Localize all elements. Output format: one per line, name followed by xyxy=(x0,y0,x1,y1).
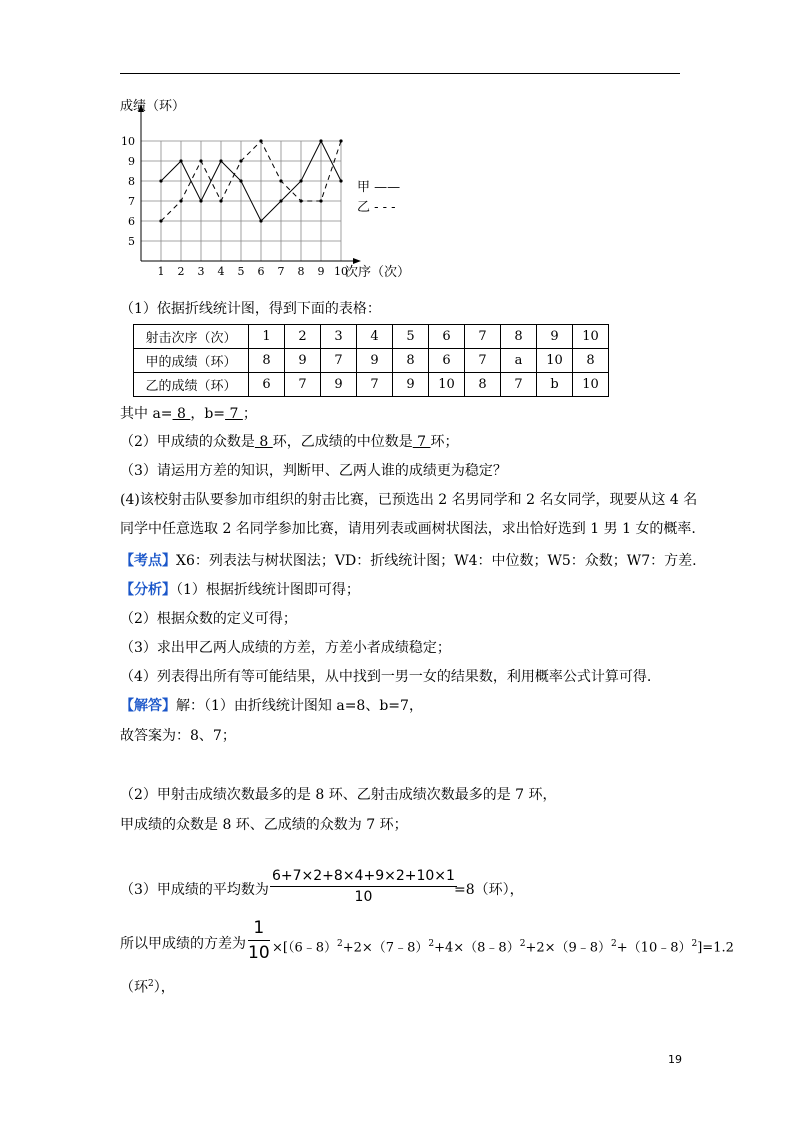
unit-close: ）， xyxy=(153,979,175,996)
answer-line-2-end: 环； xyxy=(430,434,459,450)
solution-3-prefix: （3）甲成绩的平均数为 xyxy=(120,882,269,898)
x-tick-label: 1 xyxy=(157,265,165,278)
variance-denominator: 10 xyxy=(248,943,270,963)
data-point xyxy=(279,199,282,202)
table-cell: 6 xyxy=(429,349,465,373)
y-axis-label: 成绩（环） xyxy=(120,99,186,114)
x-tick-label: 6 xyxy=(257,265,265,278)
question-1-intro: （1）依据折线统计图，得到下面的表格： xyxy=(120,301,381,317)
table-cell: 8 xyxy=(465,373,501,397)
unit-open: （环 xyxy=(120,979,148,996)
page-number: 19 xyxy=(668,1053,682,1066)
table-cell: 8 xyxy=(501,325,537,349)
y-tick-label: 9 xyxy=(128,155,135,168)
row-label: 乙的成绩（环） xyxy=(134,373,249,397)
table-cell: 2 xyxy=(285,325,321,349)
square-1: 2 xyxy=(337,939,343,949)
table-cell: 10 xyxy=(573,325,609,349)
jieda-1: 解：（1）由折线统计图知 a=8、b=7， xyxy=(176,698,423,714)
y-tick-label: 10 xyxy=(121,135,135,148)
data-point xyxy=(279,179,282,182)
table-cell: 3 xyxy=(321,325,357,349)
table-cell: 5 xyxy=(393,325,429,349)
table-cell: 1 xyxy=(249,325,285,349)
fenxi-1: （1）根据折线统计图即可得； xyxy=(176,582,360,598)
mean-fraction xyxy=(270,868,457,905)
question-4-line-2: 同学中任意选取 2 名同学参加比赛，请用列表或画树状图法，求出恰好选到 1 男 1 女的概率. xyxy=(120,521,696,537)
table-cell: 9 xyxy=(357,349,393,373)
variance-term-2: +2×（7﹣8） xyxy=(342,940,429,956)
table-cell: 6 xyxy=(249,373,285,397)
mean-denominator: 10 xyxy=(354,889,373,905)
kaodian-line xyxy=(120,552,697,570)
table-cell: 9 xyxy=(537,325,573,349)
x-tick-label: 2 xyxy=(177,265,185,278)
data-point xyxy=(259,139,262,142)
table-cell: 8 xyxy=(573,349,609,373)
data-point xyxy=(219,159,222,162)
table-cell: 6 xyxy=(429,325,465,349)
y-tick-label: 8 xyxy=(128,175,135,188)
table-row xyxy=(134,349,609,373)
answer-line-1 xyxy=(120,405,257,423)
x-axis-label: 次序（次） xyxy=(345,265,411,280)
legend-entry: 乙 - - - xyxy=(357,200,396,215)
table-cell: 9 xyxy=(393,373,429,397)
question-3: （3）请运用方差的知识，判断甲、乙两人谁的成绩更为稳定？ xyxy=(120,463,507,479)
fenxi-tag: 【分析】 xyxy=(120,582,176,598)
x-tick-label: 8 xyxy=(297,265,305,278)
fenxi-4: （4）列表得出所有等可能结果，从中找到一男一女的结果数，利用概率公式计算可得. xyxy=(120,669,652,685)
unit-square: 2 xyxy=(148,979,154,989)
solution-3-suffix: =8（环）， xyxy=(454,882,524,898)
table-cell: 7 xyxy=(465,325,501,349)
data-point xyxy=(319,199,322,202)
median-value: 7 xyxy=(412,434,431,450)
solution-2-line-1: （2）甲射击成绩次数最多的是 8 环、乙射击成绩次数最多的是 7 环， xyxy=(120,787,557,803)
jieda-line xyxy=(120,697,423,715)
table-cell: 8 xyxy=(393,349,429,373)
variance-numerator: 1 xyxy=(248,918,270,941)
mode-value: 8 xyxy=(254,434,273,450)
median-prefix: 环，乙成绩的中位数是 xyxy=(272,434,413,450)
square-3: 2 xyxy=(519,939,526,949)
square-2: 2 xyxy=(428,939,435,949)
data-point xyxy=(179,159,182,162)
answer-a-prefix: 其中 a= xyxy=(120,406,173,422)
kaodian-tag: 【考点】 xyxy=(120,553,176,569)
table-cell: 4 xyxy=(357,325,393,349)
data-point xyxy=(259,219,262,222)
data-point xyxy=(219,199,222,202)
table-cell: b xyxy=(537,373,573,397)
answer-b-value: 7 xyxy=(225,406,243,422)
table-row xyxy=(134,325,609,349)
data-point xyxy=(239,179,242,182)
data-point xyxy=(319,139,322,142)
table-cell: 8 xyxy=(249,349,285,373)
table-cell: 10 xyxy=(573,373,609,397)
line-chart xyxy=(118,96,438,281)
fenxi-3: （3）求出甲乙两人成绩的方差，方差小者成绩稳定； xyxy=(120,640,451,656)
table-cell: 7 xyxy=(501,373,537,397)
x-axis-arrow xyxy=(353,258,361,264)
variance-prefix: 所以甲成绩的方差为 xyxy=(120,936,246,952)
table-row xyxy=(134,373,609,397)
data-point xyxy=(199,159,202,162)
table-cell: 7 xyxy=(285,373,321,397)
x-tick-label: 9 xyxy=(317,265,325,278)
x-tick-label: 3 xyxy=(197,265,205,278)
square-5: 2 xyxy=(691,939,698,949)
table-cell: 9 xyxy=(321,373,357,397)
mode-prefix: （2）甲成绩的众数是 xyxy=(120,434,255,450)
data-point xyxy=(299,199,302,202)
row-label: 甲的成绩（环） xyxy=(134,349,249,373)
x-tick-label: 4 xyxy=(217,265,225,278)
row-label: 射击次序（次） xyxy=(134,325,249,349)
data-point xyxy=(299,179,302,182)
table-cell: 9 xyxy=(285,349,321,373)
jieda-2: 故答案为：8、7； xyxy=(120,728,236,744)
header-rule xyxy=(120,73,680,74)
square-4: 2 xyxy=(611,939,617,949)
table-cell: 7 xyxy=(357,373,393,397)
answer-b-prefix: ，b= xyxy=(190,406,226,422)
answer-line-2 xyxy=(120,433,459,451)
variance-fraction xyxy=(248,918,270,963)
table-cell: 10 xyxy=(429,373,465,397)
answer-a-value: 8 xyxy=(172,406,191,422)
mean-numerator: 6+7×2+8×4+9×2+10×1 xyxy=(270,868,457,887)
data-point xyxy=(179,199,182,202)
solution-2-line-2: 甲成绩的众数是 8 环、乙成绩的众数为 7 环； xyxy=(120,817,408,833)
variance-term-1: ×[（6﹣8） xyxy=(272,940,338,956)
fenxi-line xyxy=(120,581,360,599)
legend-entry: 甲 —— xyxy=(357,180,401,195)
data-point xyxy=(339,139,342,142)
jieda-tag: 【解答】 xyxy=(120,698,176,714)
scores-table xyxy=(133,324,609,397)
data-point xyxy=(339,179,342,182)
data-point xyxy=(199,199,202,202)
table-cell: 10 xyxy=(537,349,573,373)
answer-line-1-end: ； xyxy=(242,406,257,422)
table-cell: 7 xyxy=(321,349,357,373)
variance-term-3: +4×（8﹣8） xyxy=(434,940,520,956)
variance-unit xyxy=(120,975,175,997)
fenxi-2: （2）根据众数的定义可得； xyxy=(120,611,297,627)
table-cell: 7 xyxy=(465,349,501,373)
y-tick-label: 7 xyxy=(128,195,135,208)
y-tick-label: 5 xyxy=(128,235,135,248)
table-cell: a xyxy=(501,349,537,373)
variance-result: ]=1.2 xyxy=(697,940,734,956)
data-point xyxy=(159,219,162,222)
variance-term-4: +2×（9﹣8） xyxy=(525,940,612,956)
variance-term-5: +（10﹣8） xyxy=(616,940,692,956)
x-tick-label: 10 xyxy=(334,265,348,278)
x-tick-label: 5 xyxy=(237,265,245,278)
variance-expression xyxy=(272,935,734,957)
kaodian-text: X6：列表法与树状图法；VD：折线统计图；W4：中位数；W5：众数；W7：方差. xyxy=(176,553,697,569)
x-tick-label: 7 xyxy=(277,265,285,278)
data-point xyxy=(239,159,242,162)
data-point xyxy=(159,179,162,182)
question-4-line-1: (4)该校射击队要参加市组织的射击比赛，已预选出 2 名男同学和 2 名女同学，现要从这 4 名 xyxy=(120,492,698,508)
y-tick-label: 6 xyxy=(128,215,135,228)
